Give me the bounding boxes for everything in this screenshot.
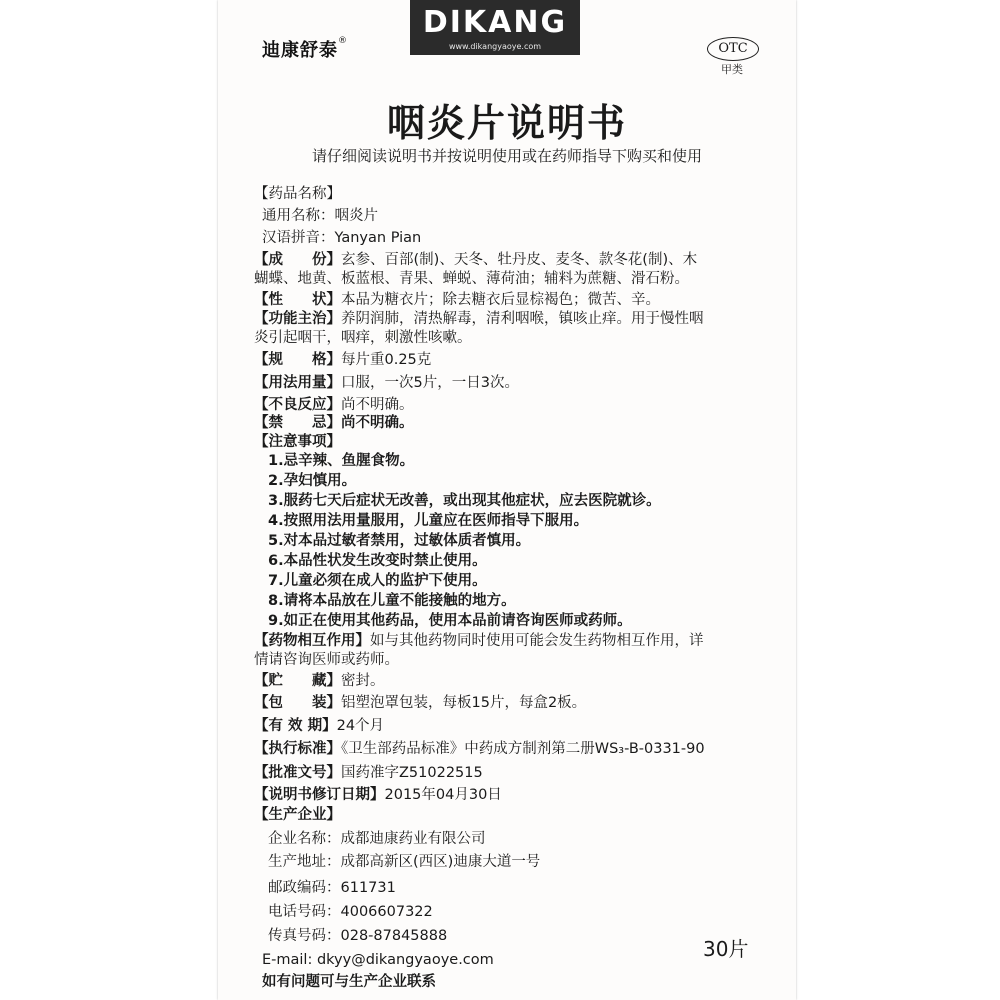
standard-row: 【执行标准】《卫生部药品标准》中药成方制剂第二册WS₃-B-0331-90 [254,741,705,757]
company-name: 企业名称：成都迪康药业有限公司 [268,831,486,847]
maker-label: 【生产企业】 [254,807,341,823]
fax-number: 传真号码：028-87845888 [268,928,448,944]
dikang-logo [410,0,580,55]
phone-number: 电话号码：4006607322 [268,904,433,920]
name-label: 【药品名称】 [254,186,341,202]
storage-row: 【贮 藏】密封。 [254,673,385,689]
page-subtitle: 请仔细阅读说明书并按说明使用或在药师指导下购买和使用 [311,147,702,165]
ingredients-row: 【成 份】玄参、百部(制)、天冬、牡丹皮、麦冬、款冬花(制)、木 [254,252,698,268]
interaction-row: 【药物相互作用】如与其他药物同时使用可能会发生药物相互作用，详 [254,633,704,649]
spec-row: 【规 格】每片重0.25克 [254,352,432,368]
revision-row: 【说明书修订日期】2015年04月30日 [254,787,502,803]
function-row: 【功能主治】养阴润肺，清热解毒，清利咽喉，镇咳止痒。用于慢性咽 [254,311,704,327]
caution-label: 【注意事项】 [254,434,341,450]
pinyin-name: 汉语拼音：Yanyan Pian [262,230,422,246]
caution-item: 9.如正在使用其他药品，使用本品前请咨询医师或药师。 [268,613,632,629]
caution-item: 4.按照用法用量服用，儿童应在医师指导下服用。 [268,513,589,529]
usage-row: 【用法用量】口服，一次5片，一日3次。 [254,375,519,391]
caution-item: 1.忌辛辣、鱼腥食物。 [268,453,415,469]
postcode: 邮政编码：611731 [268,880,396,896]
otc-class: 甲类 [721,63,743,76]
validity-row: 【有 效 期】24个月 [254,718,385,734]
adverse-row: 【不良反应】尚不明确。 [254,397,414,413]
brand-name: 迪康舒泰® [262,36,348,61]
logo-url: www.dikangyaoye.com [448,42,542,51]
caution-item: 8.请将本品放在儿童不能接触的地方。 [268,593,516,609]
interaction-cont: 情请咨询医师或药师。 [254,652,399,668]
caution-item: 2.孕妇慎用。 [268,473,357,489]
function-cont: 炎引起咽干，咽痒，刺激性咳嗽。 [254,330,472,346]
company-address: 生产地址：成都高新区(西区)迪康大道一号 [268,854,541,870]
caution-item: 5.对本品过敏者禁用，过敏体质者慎用。 [268,533,531,549]
character-row: 【性 状】本品为糖衣片；除去糖衣后显棕褐色；微苦、辛。 [254,292,660,308]
page-title: 咽炎片说明书 [386,101,627,145]
otc-badge: OTC [707,37,759,61]
generic-name: 通用名称：咽炎片 [262,208,378,224]
package-count: 30片 [703,937,749,961]
package-row: 【包 装】铝塑泡罩包装，每板15片，每盒2板。 [254,695,587,711]
contra-row: 【禁 忌】尚不明确。 [254,415,414,431]
caution-item: 7.儿童必须在成人的监护下使用。 [268,573,487,589]
approval-row: 【批准文号】国药准字Z51022515 [254,765,483,781]
ingredients-cont: 蝴蝶、地黄、板蓝根、青果、蝉蜕、薄荷油；辅料为蔗糖、滑石粉。 [254,271,689,287]
contact-note: 如有问题可与生产企业联系 [262,974,436,990]
registered-mark: ® [338,36,348,46]
email-address: E-mail: dkyy@dikangyaoye.com [262,952,494,968]
caution-item: 6.本品性状发生改变时禁止使用。 [268,553,487,569]
caution-item: 3.服药七天后症状无改善，或出现其他症状，应去医院就诊。 [268,493,661,509]
logo-text: DIKANG [422,5,568,40]
